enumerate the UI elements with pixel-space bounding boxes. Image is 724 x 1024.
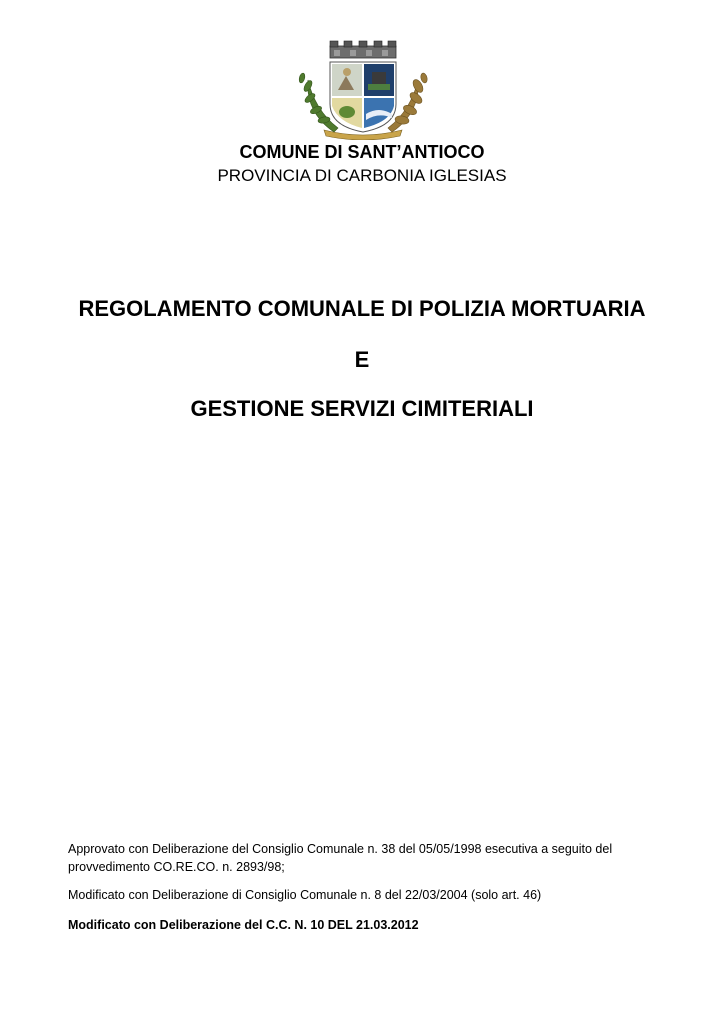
document-title-line-3: GESTIONE SERVIZI CIMITERIALI [190, 396, 534, 421]
document-title-line-1: REGOLAMENTO COMUNALE DI POLIZIA MORTUARIA [78, 296, 646, 321]
modification-note-2012: Modificato con Deliberazione del C.C. N. 10 DEL 21.03.2012 [68, 918, 419, 932]
municipality-name: COMUNE DI SANT’ANTIOCO [239, 142, 485, 162]
municipal-coat-of-arms-icon [294, 40, 432, 140]
province-name: PROVINCIA DI CARBONIA IGLESIAS [217, 166, 507, 185]
modification-note-2004: Modificato con Deliberazione di Consiglio Comunale n. 8 del 22/03/2004 (solo art. 46) [68, 888, 542, 902]
document-title-line-2: E [354, 347, 370, 372]
approval-note: Approvato con Deliberazione del Consiglio Comunale n. 38 del 05/05/1998 esecutiva a seguito del provvedimento CO.RE.CO. n. 2893/98; [68, 842, 613, 874]
